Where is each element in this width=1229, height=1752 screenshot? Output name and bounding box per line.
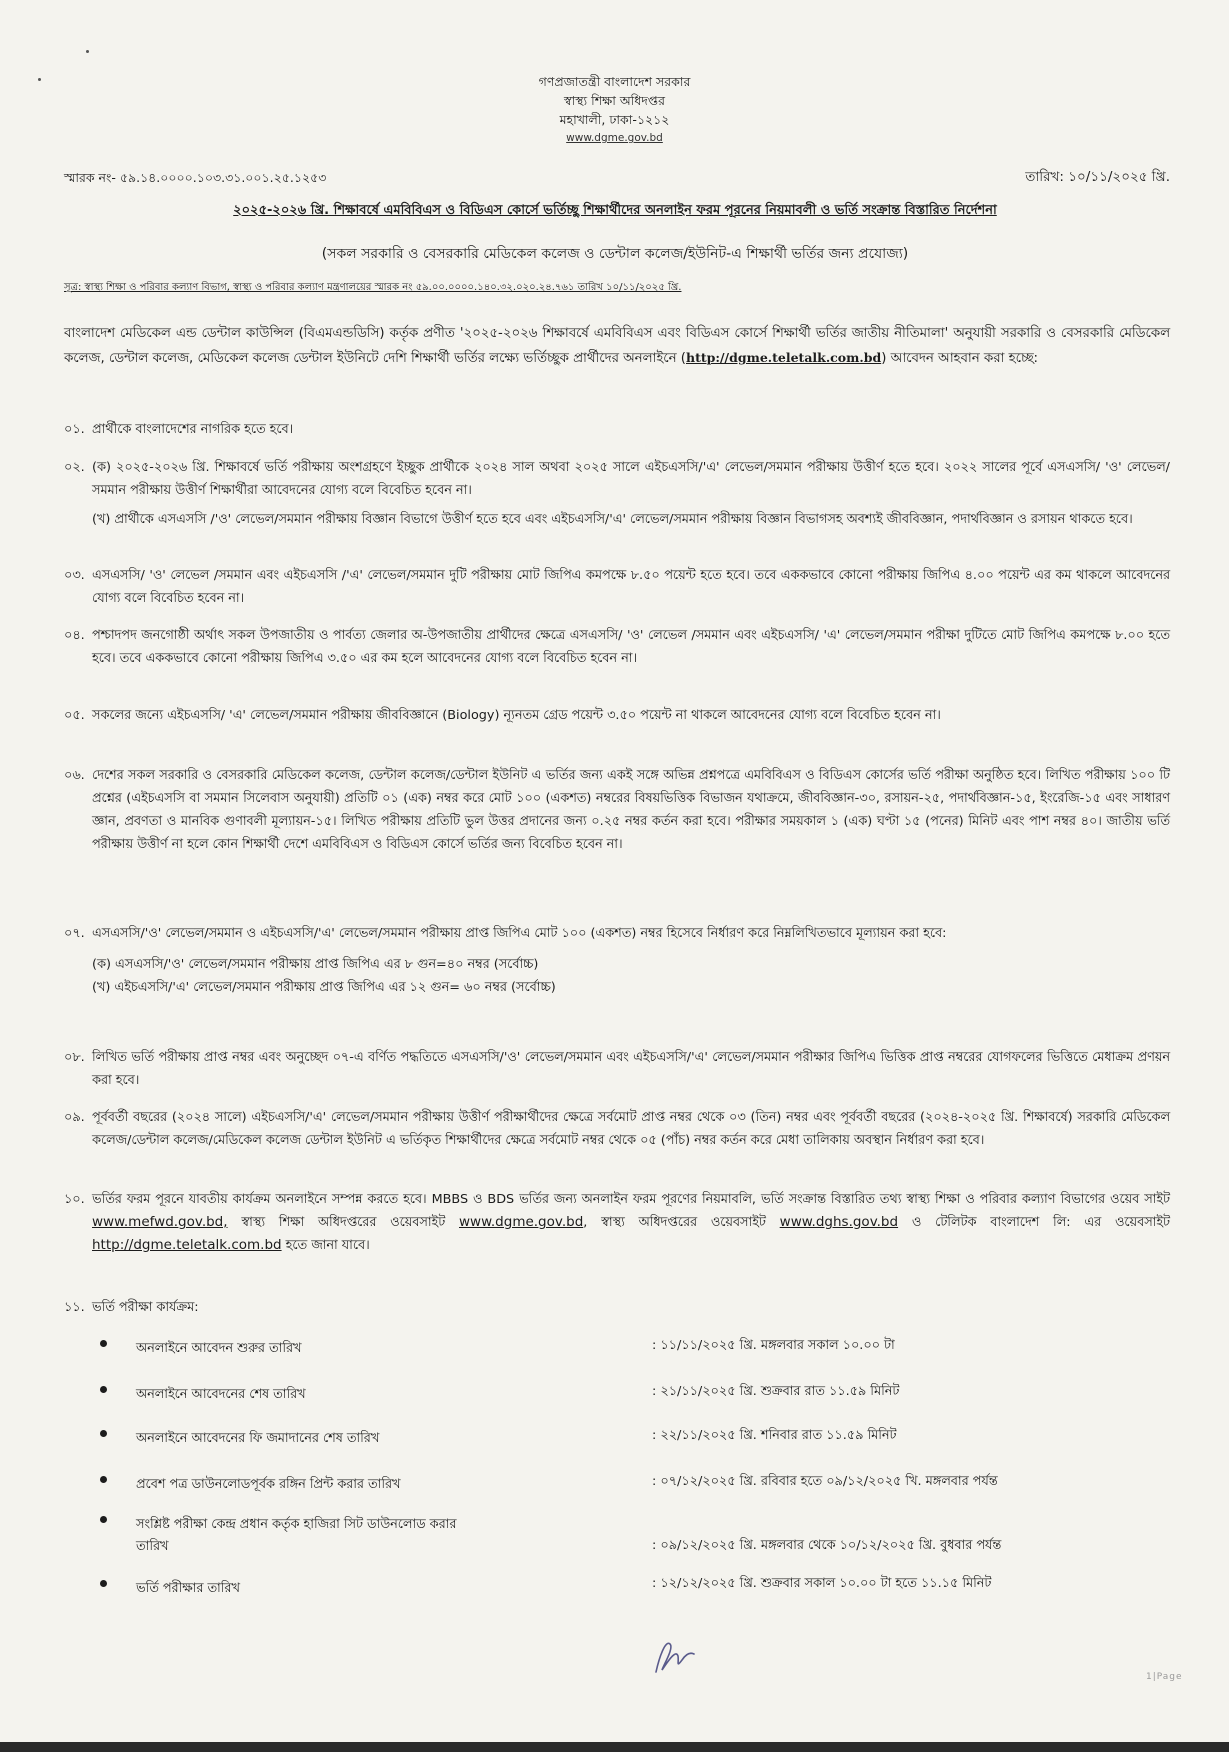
schedule-label: সংশ্লিষ্ট পরীক্ষা কেন্দ্র প্রধান কর্তৃক হাজিরা সিট ডাউনলোড করার তারিখ (136, 1517, 457, 1554)
clause-number: ০৭. (64, 926, 85, 941)
clause-subtext: (খ) প্রার্থীকে এসএসসি /'ও' লেভেল/সমমান পরীক্ষায় বিজ্ঞান বিভাগে উত্তীর্ণ হতে হবে এবং এইচএসসি/'এ' লেভেল/সমমান পরীক্ষায় বিজ্ঞান বিভাগসহ অবশ্যই জীববিজ্ঞান, পদার্থবিজ্ঞান ও রসায়ন থাকতে হবে। (92, 512, 1133, 527)
clause-text: এসএসসি/'ও' লেভেল/সমমান ও এইচএসসি/'এ' লেভেল/সমমান পরীক্ষায় প্রাপ্ত জিপিএ মোট ১০০ (একশত) নম্বর হিসেবে নির্ধারণ করে নিম্নলিখিতভাবে মূল্যায়ন করা হবে: (92, 926, 947, 941)
clause-11 (64, 1296, 1170, 1319)
clause-number: ০৫. (64, 708, 85, 723)
memo-date: তারিখ: ১০/১১/২০২৫ খ্রি. (1025, 169, 1170, 185)
clause-10-text-5: হতে জানা যাবে। (281, 1238, 370, 1253)
clause-text: ভর্তি পরীক্ষা কার্যক্রম: (92, 1300, 199, 1315)
schedule-label: ভর্তি পরীক্ষার তারিখ (136, 1581, 240, 1596)
scan-edge-band (0, 1742, 1229, 1752)
clause-text: দেশের সকল সরকারি ও বেসরকারি মেডিকেল কলেজ, ডেন্টাল কলেজ/ডেন্টাল ইউনিট এ ভর্তির জন্য একই সঙ্গে অভিন্ন প্রশ্নপত্রে এমবিবিএস ও বিডিএস কোর্সের ভর্তি পরীক্ষা অনুষ্ঠিত হবে। লিখিত পরীক্ষায় ১০০ টি প্রশ্নের (এইচএসসি বা সমমান সিলেবাস অনুযায়ী) প্রতিটি ০১ (এক) নম্বর করে মোট ১০০ (একশত) নম্বরের বিষয়ভিত্তিক বিভাজন যথাক্রমে, জীববিজ্ঞান-৩০, রসায়ন-২৫, পদার্থবিজ্ঞান-১৫, ইংরেজি-১৫ এবং সাধারণ জ্ঞান, প্রবণতা ও মানবিক গুণাবলী মূল্যায়ন-১৫। লিখিত পরীক্ষায় প্রতিটি ভুল উত্তর প্রদানের জন্য ০.২৫ নম্বর কর্তন করা হবে। পরীক্ষার সময়কাল ১ (এক) ঘণ্টা ১৫ (পনের) মিনিট এবং পাশ নম্বর ৪০। জাতীয় ভর্তি পরীক্ষায় উত্তীর্ণ না হলে কোন শিক্ষার্থী দেশে এমবিবিএস ও বিডিএস কোর্সে ভর্তির জন্য বিবেচিত হবেন না। (92, 768, 1170, 852)
clause-text: প্রার্থীকে বাংলাদেশের নাগরিক হতে হবে। (92, 422, 294, 437)
clause-text: এসএসসি/ 'ও' লেভেল /সমমান এবং এইচএসসি /'এ' লেভেল/সমমান দুটি পরীক্ষায় মোট জিপিএ কমপক্ষে ৮.৫০ পয়েন্ট হতে হবে। তবে এককভাবে কোনো পরীক্ষায় জিপিএ ৪.০০ পয়েন্ট এর কম থাকলে আবেদনের যোগ্য বলে বিবেচিত হবেন না। (92, 568, 1170, 606)
dgme-website-link[interactable]: www.dgme.gov.bd (459, 1214, 584, 1230)
clause-02 (64, 456, 1170, 531)
clause-08 (64, 1046, 1170, 1092)
document-title: ২০২৫-২০২৬ খ্রি. শিক্ষাবর্ষে এমবিবিএস ও বিডিএস কোর্সে ভর্তিচ্ছু শিক্ষার্থীদের অনলাইন ফরম পূরনের নিয়মাবলী ও ভর্তি সংক্রান্ত বিস্তারিত নির্দেশনা (233, 203, 997, 218)
header-line-government: গণপ্রজাতন্ত্রী বাংলাদেশ সরকার (538, 74, 691, 89)
clause-01 (64, 418, 1170, 441)
header-line-address: মহাখালী, ঢাকা-১২১২ (559, 112, 670, 127)
dghs-website-link[interactable]: www.dghs.gov.bd (779, 1214, 899, 1230)
bullet-icon (100, 1386, 107, 1393)
bullet-icon (100, 1430, 107, 1437)
clause-number: ০২. (64, 460, 85, 475)
page-number: 1|Page (1146, 1672, 1183, 1682)
clause-text: পশ্চাদপদ জনগোষ্ঠী অর্থাৎ সকল উপজাতীয় ও পার্বত্য জেলার অ-উপজাতীয় প্রার্থীদের ক্ষেত্রে এসএসসি/ 'ও' লেভেল /সমমান এবং এইচএসসি/ 'এ' লেভেল/সমমান পরীক্ষা দুটিতে মোট জিপিএ কমপক্ষে ৮.০০ হতে হবে। তবে এককভাবে কোনো পরীক্ষায় জিপিএ ৩.৫০ এর কম হলে আবেদনের যোগ্য বলে বিবেচিত হবেন না। (92, 628, 1170, 666)
clause-07-sub-b: (খ) এইচএসসি/'এ' লেভেল/সমমান পরীক্ষায় প্রাপ্ত জিপিএ এর ১২ গুন= ৬০ নম্বর (সর্বোচ্চ) (92, 980, 556, 995)
clause-number: ০৮. (64, 1050, 85, 1065)
clause-07 (64, 922, 1170, 999)
clause-text: পূর্ববর্তী বছরের (২০২৪ সালে) এইচএসসি/'এ' লেভেল/সমমান পরীক্ষায় উত্তীর্ণ পরীক্ষার্থীদের ক্ষেত্রে সর্বমোট প্রাপ্ত নম্বর থেকে ০৩ (তিন) নম্বর এবং পূর্ববর্তী বছরের (২০২৪-২০২৫ খ্রি. শিক্ষাবর্ষে) সরকারি মেডিকেল কলেজ/ডেন্টাল কলেজ/মেডিকেল কলেজ ডেন্টাল ইউনিট এ ভর্তিকৃত শিক্ষার্থীদের ক্ষেত্রে সর্বমোট নম্বর থেকে ০৫ (পাঁচ) নম্বর কর্তন করে মেধা তালিকায় অবস্থান নির্ধারণ করা হবে। (92, 1110, 1170, 1148)
clause-09 (64, 1106, 1170, 1152)
intro-application-link[interactable]: http://dgme.teletalk.com.bd (685, 350, 882, 365)
scan-speck (86, 50, 89, 53)
clause-number: ০৩. (64, 568, 85, 583)
bullet-icon (100, 1476, 107, 1483)
schedule-value: : ১১/১১/২০২৫ খ্রি. মঙ্গলবার সকাল ১০.০০ টা (652, 1338, 895, 1353)
clause-number: ০৪. (64, 628, 85, 643)
clause-number: ১১. (64, 1300, 85, 1315)
reference-line: সূত্র: স্বাস্থ্য শিক্ষা ও পরিবার কল্যাণ বিভাগ, স্বাস্থ্য ও পরিবার কল্যাণ মন্ত্রণালয়ের স্মারক নং ৫৯.০০.০০০০.১৪০.৩২.০২০.২৪.৭৬১ তারিখ ১০/১১/২০২৫ খ্রি. (64, 282, 682, 293)
clause-text: (ক) ২০২৫-২০২৬ খ্রি. শিক্ষাবর্ষে ভর্তি পরীক্ষায় অংশগ্রহণে ইচ্ছুক প্রার্থীকে ২০২৪ সাল অথবা ২০২৫ সালে এইচএসসি/'এ' লেভেল/সমমান পরীক্ষায় উত্তীর্ণ হতে হবে। ২০২২ সালের পূর্বে এসএসসি/ 'ও' লেভেল/সমমান পরীক্ষায় উত্তীর্ণ শিক্ষার্থীরা আবেদনের যোগ্য বলে বিবেচিত হবেন না। (92, 460, 1170, 498)
clause-10-text-1: ভর্তির ফরম পূরনে যাবতীয় কার্যক্রম অনলাইনে সম্পন্ন করতে হবে। MBBS ও BDS ভর্তির জন্য অনলাইন ফরম পূরণের নিয়মাবলি, ভর্তি সংক্রান্ত বিস্তারিত তথ্য স্বাস্থ্য শিক্ষা ও পরিবার কল্যাণ বিভাগের ওয়েব সাইট (92, 1192, 1170, 1207)
schedule-value: : ০৭/১২/২০২৫ খ্রি. রবিবার হতে ০৯/১২/২০২৫ খি. মঙ্গলবার পর্যন্ত (652, 1474, 998, 1489)
header-website-link[interactable]: www.dgme.gov.bd (566, 132, 663, 144)
clause-10-text-2: স্বাস্থ্য শিক্ষা অধিদপ্তরের ওয়েবসাইট (227, 1215, 459, 1230)
intro-text-start: বাংলাদেশ মেডিকেল এন্ড ডেন্টাল কাউন্সিল (বিএমএন্ডডিসি) কর্তৃক প্রণীত '২০২৫-২০২৬ শিক্ষাবর্ষে এমবিবিএস এবং বিডিএস কোর্সে শিক্ষার্থী ভর্তির জাতীয় নীতিমালা' অনুযায়ী সরকারি ও বেসরকারি মেডিকেল কলেজ, ডেন্টাল কলেজ, মেডিকেল কলেজ ডেন্টাল ইউনিটে দেশি শিক্ষার্থী ভর্তির লক্ষ্যে ভর্তিচ্ছুক প্রার্থীদের অনলাইনে ( (64, 326, 1170, 366)
clause-07-subitems (92, 953, 1170, 999)
bullet-icon (100, 1580, 107, 1587)
clause-10-text-4: ও টেলিটক বাংলাদেশ লি: এর ওয়েবসাইট (898, 1215, 1170, 1230)
clause-10 (64, 1188, 1170, 1257)
header-line-directorate: স্বাস্থ্য শিক্ষা অধিদপ্তর (564, 93, 665, 108)
intro-paragraph (64, 322, 1170, 371)
clause-03 (64, 564, 1170, 610)
clause-number: ০১. (64, 422, 85, 437)
clause-text: সকলের জন্যে এইচএসসি/ 'এ' লেভেল/সমমান পরীক্ষায় জীববিজ্ঞানে (Biology) ন্যূনতম গ্রেড পয়েন্ট ৩.৫০ পয়েন্ট না থাকলে আবেদনের যোগ্য বলে বিবেচিত হবেন না। (92, 708, 941, 723)
clause-05 (64, 704, 1170, 727)
schedule-value: : ০৯/১২/২০২৫ খ্রি. মঙ্গলবার থেকে ১০/১২/২০২৫ খ্রি. বুধবার পর্যন্ত (652, 1538, 1002, 1553)
schedule-value: : ২১/১১/২০২৫ খ্রি. শুক্রবার রাত ১১.৫৯ মিনিট (652, 1384, 900, 1399)
schedule-value: : ১২/১২/২০২৫ খ্রি. শুক্রবার সকাল ১০.০০ টা হতে ১১.১৫ মিনিট (652, 1576, 992, 1591)
bullet-icon (100, 1516, 107, 1523)
government-header (0, 72, 1229, 148)
schedule-label: অনলাইনে আবেদনের শেষ তারিখ (136, 1387, 306, 1402)
clause-text (92, 1188, 1170, 1257)
memo-number: স্মারক নং- ৫৯.১৪.০০০০.১০৩.৩১.০০১.২৫.১২৫৩ (64, 170, 327, 185)
clause-06 (64, 764, 1170, 856)
clause-number: ১০. (64, 1192, 85, 1207)
clause-text: লিখিত ভর্তি পরীক্ষায় প্রাপ্ত নম্বর এবং অনুচ্ছেদ ০৭-এ বর্ণিত পদ্ধতিতে এসএসসি/'ও' লেভেল/সমমান এবং এইচএসসি/'এ' লেভেল/সমমান পরীক্ষার জিপিএ ভিত্তিক প্রাপ্ত নম্বরের যোগফলের ভিত্তিতে মেধাক্রম প্রণয়ন করা হবে। (92, 1050, 1170, 1088)
clause-number: ০৯. (64, 1110, 85, 1125)
teletalk-website-link[interactable]: http://dgme.teletalk.com.bd (92, 1237, 282, 1253)
intro-text-end: ) আবেদন আহবান করা হচ্ছে: (881, 351, 1039, 366)
bullet-icon (100, 1340, 107, 1347)
schedule-label: অনলাইনে আবেদন শুরুর তারিখ (136, 1341, 302, 1356)
clause-number: ০৬. (64, 768, 85, 783)
document-subtitle: (সকল সরকারি ও বেসরকারি মেডিকেল কলেজ ও ডেন্টাল কলেজ/ইউনিট-এ শিক্ষার্থী ভর্তির জন্য প্রযোজ্য) (321, 246, 909, 262)
clause-04 (64, 624, 1170, 670)
clause-10-text-3: , স্বাস্থ্য অধিদপ্তরের ওয়েবসাইট (583, 1215, 780, 1230)
mefwd-website-link[interactable]: www.mefwd.gov.bd, (92, 1214, 228, 1230)
schedule-label: প্রবেশ পত্র ডাউনলোডপূর্বক রঙ্গিন প্রিন্ট করার তারিখ (136, 1477, 401, 1492)
schedule-label: অনলাইনে আবেদনের ফি জমাদানের শেষ তারিখ (136, 1431, 380, 1446)
initial-signature (652, 1634, 700, 1678)
clause-07-sub-a: (ক) এসএসসি/'ও' লেভেল/সমমান পরীক্ষায় প্রাপ্ত জিপিএ এর ৮ গুন=৪০ নম্বর (সর্বোচ্চ) (92, 957, 539, 972)
schedule-value: : ২২/১১/২০২৫ খ্রি. শনিবার রাত ১১.৫৯ মিনিট (652, 1428, 897, 1443)
